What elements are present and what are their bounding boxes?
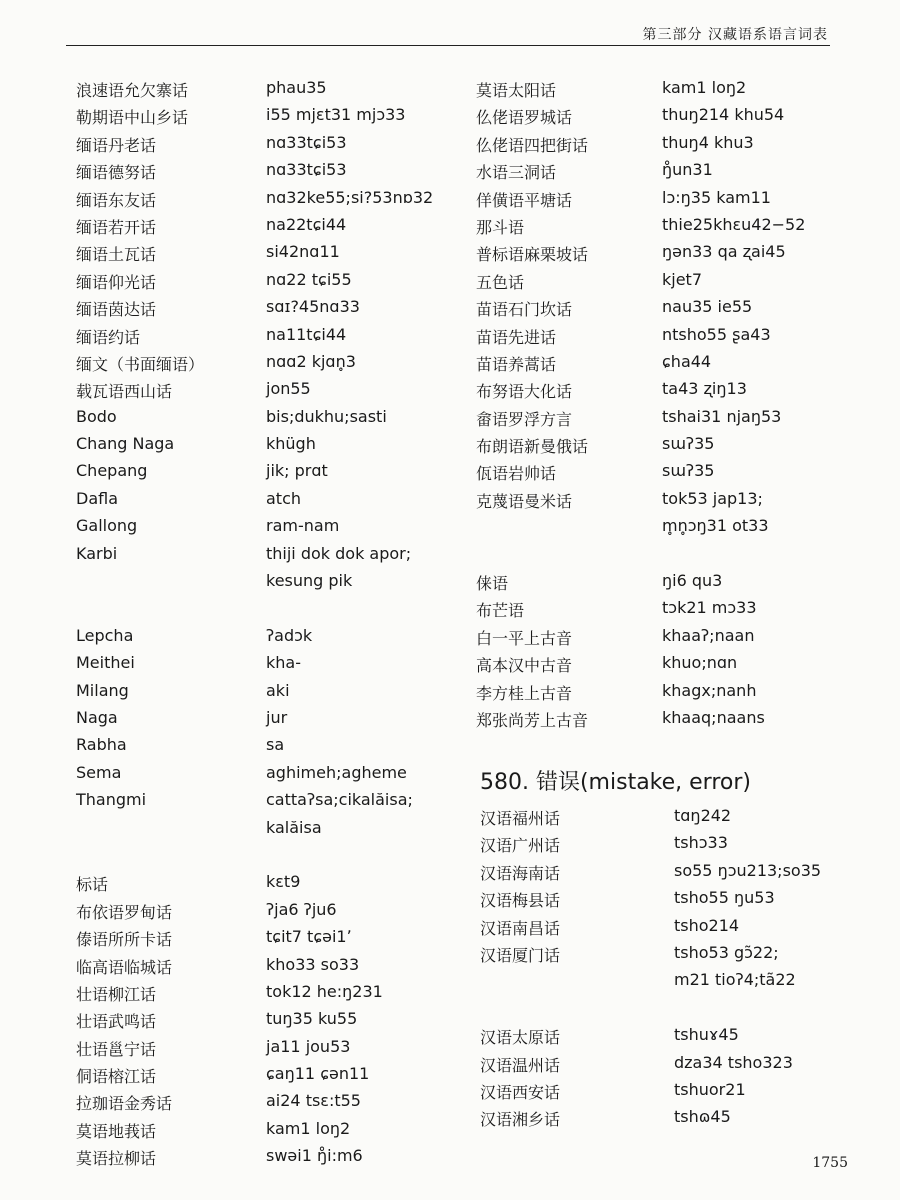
word-form: m̥n̥ɔŋ31 ot33 bbox=[662, 516, 769, 536]
language-name: 莫语地莪话 bbox=[76, 1121, 157, 1141]
word-form: khaaq;naans bbox=[662, 707, 765, 727]
word-form: tok53 jap13; bbox=[662, 488, 763, 508]
language-name: Sema bbox=[76, 762, 122, 782]
word-form: nɑɑ2 kjɑn̥3 bbox=[266, 351, 356, 371]
word-form: tshɔ33 bbox=[674, 833, 728, 853]
language-name: 缅文（书面缅语） bbox=[76, 354, 205, 374]
language-name: Thangmi bbox=[76, 790, 147, 810]
word-form: nɑ33tɕi53 bbox=[266, 160, 347, 180]
word-form: si42nɑ11 bbox=[266, 242, 340, 262]
language-name: 浪速语允欠寨话 bbox=[76, 81, 189, 100]
word-form: thuŋ4 khu3 bbox=[662, 132, 754, 152]
word-form: nɑ32ke55;si?53nɒ32 bbox=[266, 187, 434, 207]
word-form: sɑɪ?45nɑ33 bbox=[266, 297, 360, 317]
language-name: 仫佬语四把街话 bbox=[476, 135, 589, 155]
word-form: nɑ22 tɕi55 bbox=[266, 269, 352, 289]
language-name: Dafla bbox=[76, 488, 119, 508]
word-form: tsho214 bbox=[674, 915, 740, 935]
language-name: 缅语丹老话 bbox=[76, 135, 157, 155]
word-form: na22tɕi44 bbox=[266, 214, 347, 234]
word-form: ŋən33 qa ʐai45 bbox=[662, 242, 786, 262]
word-form: kesung pik bbox=[266, 571, 353, 591]
word-form: jik; prɑt bbox=[266, 461, 328, 481]
word-form: ram-nam bbox=[266, 516, 340, 536]
word-form: ɕaŋ11 ɕən11 bbox=[266, 1064, 370, 1084]
language-name: Chang Naga bbox=[76, 434, 175, 454]
word-form: lɔ:ŋ35 kam11 bbox=[662, 187, 771, 207]
language-name: 俫语 bbox=[476, 574, 509, 594]
language-name: 汉语福州话 bbox=[480, 809, 561, 828]
language-name: 傣语所所卡话 bbox=[76, 930, 173, 950]
word-form: kalăisa bbox=[266, 817, 322, 837]
word-form: khuo;nɑn bbox=[662, 653, 738, 673]
word-form: kam1 loŋ2 bbox=[266, 1118, 351, 1138]
word-form: tuŋ35 ku55 bbox=[266, 1009, 358, 1029]
word-form: kɛt9 bbox=[266, 872, 301, 892]
word-form: tsho55 ŋu53 bbox=[674, 888, 775, 908]
language-name: 克蔑语曼米话 bbox=[476, 491, 573, 511]
language-name: Milang bbox=[76, 680, 129, 700]
language-name: 李方桂上古音 bbox=[476, 683, 573, 703]
language-name: 壮语柳江话 bbox=[76, 984, 157, 1004]
language-name: Chepang bbox=[76, 461, 148, 481]
word-form: khagx;nanh bbox=[662, 680, 757, 700]
language-name: 莫语太阳话 bbox=[476, 81, 557, 100]
language-name: 佤语岩帅话 bbox=[476, 464, 557, 484]
word-form: kjet7 bbox=[662, 269, 703, 289]
header-rule bbox=[66, 45, 830, 46]
word-form: kho33 so33 bbox=[266, 954, 360, 974]
word-form: tɑŋ242 bbox=[674, 806, 732, 825]
header-title: 第三部分 汉藏语系语言词表 bbox=[642, 27, 828, 43]
language-name: 布芒语 bbox=[476, 601, 525, 621]
language-name: 壮语邕宁话 bbox=[76, 1039, 157, 1059]
word-form: swəi1 ŋ̊i:m6 bbox=[266, 1146, 363, 1166]
word-form: khügh bbox=[266, 434, 316, 454]
language-name: 缅语若开话 bbox=[76, 217, 157, 237]
language-name: 汉语海南话 bbox=[480, 863, 561, 883]
word-form: cattaʔsa;cikalăisa; bbox=[266, 790, 413, 810]
word-form: na11tɕi44 bbox=[266, 324, 347, 344]
word-form: kha- bbox=[266, 653, 301, 673]
word-form: atch bbox=[266, 488, 302, 508]
language-name: 水语三洞话 bbox=[476, 163, 557, 183]
word-form: sɯʔ35 bbox=[662, 434, 715, 454]
language-name: Gallong bbox=[76, 516, 138, 536]
language-name: 勒期语中山乡话 bbox=[76, 108, 189, 128]
word-form: tsho53 gɔ̃22; bbox=[674, 942, 779, 962]
language-name: 汉语太原话 bbox=[480, 1028, 561, 1048]
word-form: tɔk21 mɔ33 bbox=[662, 598, 757, 618]
word-form: sɯʔ35 bbox=[662, 461, 715, 481]
language-name: 那斗语 bbox=[476, 217, 525, 237]
word-form: ai24 tsɛ:t55 bbox=[266, 1091, 361, 1111]
word-form: sa bbox=[266, 735, 285, 755]
language-name: 佯僙语平塘话 bbox=[476, 190, 573, 210]
word-form: thie25khɛu42−52 bbox=[662, 214, 806, 234]
language-name: 莫语拉柳话 bbox=[76, 1149, 157, 1169]
word-form: ŋ̊un31 bbox=[662, 160, 713, 180]
language-name: 汉语温州话 bbox=[480, 1055, 561, 1075]
language-name: 壮语武鸣话 bbox=[76, 1012, 157, 1032]
language-name: 汉语湘乡话 bbox=[480, 1110, 561, 1130]
language-name: 郑张尚芳上古音 bbox=[476, 710, 589, 730]
language-name: 苗语养蒿话 bbox=[476, 354, 557, 374]
language-name: 缅语东友话 bbox=[76, 190, 157, 210]
word-form: ʔja6 ʔju6 bbox=[266, 899, 337, 919]
word-form: tshɷ45 bbox=[674, 1107, 731, 1127]
word-form: dza34 tsho323 bbox=[674, 1052, 793, 1072]
language-name: 缅语茵达话 bbox=[76, 300, 157, 320]
word-form: ɕha44 bbox=[662, 351, 712, 371]
word-form: phau35 bbox=[266, 78, 327, 97]
word-form: tshuor21 bbox=[674, 1079, 746, 1099]
language-name: Karbi bbox=[76, 543, 118, 563]
word-form: bis;dukhu;sasti bbox=[266, 406, 387, 426]
word-form: jur bbox=[266, 707, 288, 727]
word-form: aki bbox=[266, 680, 290, 700]
language-name: 白一平上古音 bbox=[476, 628, 573, 648]
word-form: khaaʔ;naan bbox=[662, 625, 755, 645]
word-form: so55 ŋɔu213;so35 bbox=[674, 860, 822, 880]
language-name: 布依语罗甸话 bbox=[76, 902, 173, 922]
word-form: m21 tioʔ4;tã22 bbox=[674, 970, 796, 990]
language-name: 缅语约话 bbox=[76, 327, 141, 347]
language-name: Bodo bbox=[76, 406, 117, 426]
language-name: 侗语榕江话 bbox=[76, 1067, 157, 1087]
language-name: 高本汉中古音 bbox=[476, 656, 573, 676]
word-form: ʔadɔk bbox=[266, 625, 313, 645]
language-name: Lepcha bbox=[76, 625, 134, 645]
language-name: 缅语仰光话 bbox=[76, 272, 157, 292]
word-form: ŋi6 qu3 bbox=[662, 571, 723, 591]
word-form: nau35 ie55 bbox=[662, 297, 753, 317]
word-form: ta43 ʐiŋ13 bbox=[662, 379, 747, 399]
word-form: thiji dok dok apor; bbox=[266, 543, 412, 563]
language-name: 普标语麻栗坡话 bbox=[476, 245, 589, 265]
word-form: tshai31 njaŋ53 bbox=[662, 406, 782, 426]
language-name: 汉语南昌话 bbox=[480, 918, 561, 938]
language-name: Naga bbox=[76, 707, 118, 727]
word-form: kam1 loŋ2 bbox=[662, 78, 747, 97]
language-name: 标话 bbox=[76, 875, 109, 895]
language-name: 仫佬语罗城话 bbox=[476, 108, 573, 128]
language-name: 布努语大化话 bbox=[476, 382, 573, 402]
word-form: aghimeh;agheme bbox=[266, 762, 407, 782]
language-name: 畲语罗浮方言 bbox=[476, 409, 573, 429]
language-name: 汉语厦门话 bbox=[480, 945, 561, 965]
word-form: tɕit7 tɕəi1ʼ bbox=[266, 927, 352, 947]
language-name: Rabha bbox=[76, 735, 127, 755]
word-form: i55 mjɛt31 mjɔ33 bbox=[266, 105, 406, 125]
page-number: 1755 bbox=[812, 1155, 848, 1171]
running-header bbox=[66, 22, 830, 44]
language-name: 缅语土瓦话 bbox=[76, 245, 157, 265]
word-form: thuŋ214 khu54 bbox=[662, 105, 785, 125]
language-name: 苗语石门坎话 bbox=[476, 300, 573, 320]
language-name: Meithei bbox=[76, 653, 135, 673]
language-name: 五色话 bbox=[476, 272, 525, 292]
section-heading: 580. 错误(mistake, error) bbox=[480, 770, 751, 795]
word-form: ntsho55 ʂa43 bbox=[662, 324, 771, 344]
language-name: 布朗语新曼俄话 bbox=[476, 437, 589, 457]
language-name: 缅语德努话 bbox=[76, 163, 157, 183]
language-name: 临高语临城话 bbox=[76, 957, 173, 977]
word-form: tshuɤ45 bbox=[674, 1025, 739, 1045]
language-name: 汉语梅县话 bbox=[480, 891, 561, 911]
word-form: tok12 he:ŋ231 bbox=[266, 981, 383, 1001]
word-form: ja11 jou53 bbox=[266, 1036, 351, 1056]
language-name: 载瓦语西山话 bbox=[76, 382, 173, 402]
language-name: 汉语西安话 bbox=[480, 1082, 561, 1102]
language-name: 苗语先进话 bbox=[476, 327, 557, 347]
word-form: nɑ33tɕi53 bbox=[266, 132, 347, 152]
language-name: 拉珈语金秀话 bbox=[76, 1094, 173, 1114]
word-form: jon55 bbox=[266, 379, 311, 399]
language-name: 汉语广州话 bbox=[480, 836, 561, 856]
